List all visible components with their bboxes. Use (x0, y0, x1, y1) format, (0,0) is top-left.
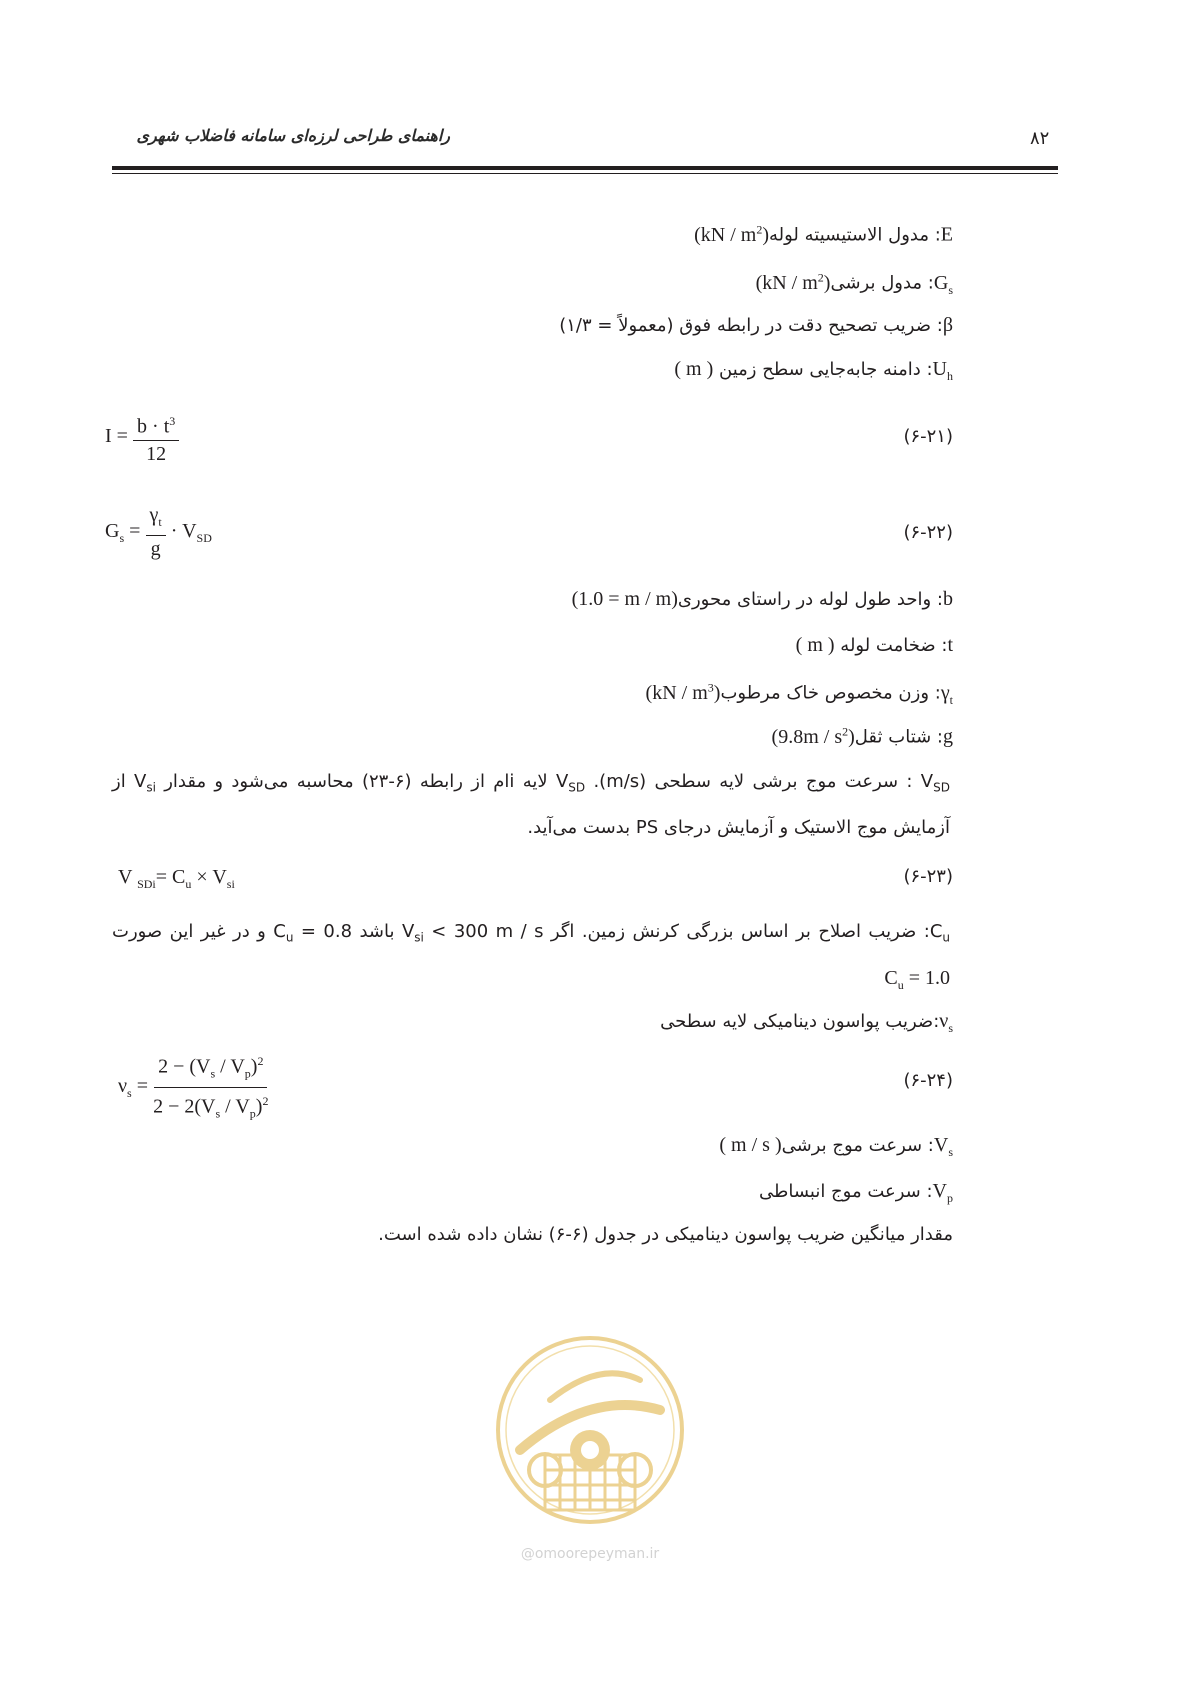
vsd-paragraph (112, 762, 950, 848)
def-vs: $V_s$: سرعت موج برشی( m / s ) (719, 1134, 953, 1159)
equation-22: $G_s$ = $\frac{\gamma_t}{g}$ · $V_{SD}$ (105, 504, 212, 560)
equation-21-fraction: $\frac{b \cdot t^3}{12}$ (133, 410, 179, 465)
def-e: E: مدول الاستیسیته لوله(kN / $m^2$) (694, 222, 953, 246)
running-header-title: راهنمای طراحی لرزه‌ای سامانه فاضلاب شهری (136, 126, 450, 145)
cu-paragraph-line2: $C_u = 1.0$ (884, 966, 950, 992)
equation-21-number: (۶-۲۱) (903, 426, 953, 447)
page-number: ۸۲ (1030, 128, 1050, 149)
def-b: b: واحد طول لوله در راستای محوری(1.0 = m / m) (571, 588, 953, 610)
cu-paragraph (112, 912, 950, 1005)
equation-24-number: (۶-۲۴) (903, 1070, 953, 1091)
watermark-logo (490, 1330, 690, 1600)
equation-23-number: (۶-۲۳) (903, 866, 953, 887)
def-nu-s: $\nu_s:ضریب$ پواسون دینامیکی لایه سطحی (660, 1010, 953, 1035)
equation-24-fraction: $\frac{2 - (V_s / V_p)^2}{2 - 2(V_s / V_p)^2}$ (153, 1050, 268, 1124)
equation-23: V $_{SDi}= C_u \times V_{si}$ (118, 866, 235, 891)
watermark-seal-icon (490, 1330, 690, 1530)
def-vp: $V_p$: سرعت موج انبساطی (759, 1180, 953, 1205)
def-t: t: ضخامت لوله ( m ) (795, 634, 953, 656)
equation-21: I = $\frac{b \cdot t^3}{12}$ (105, 410, 179, 465)
def-uh: $U_h$: دامنه جابه‌جایی سطح زمین ( m ) (674, 358, 953, 383)
vsd-paragraph-line2: آزمایش موج الاستیک و آزمایش درجای PS بدست می‌آید. (527, 816, 950, 838)
closing-sentence: مقدار میانگین ضریب پواسون دینامیکی در جدول (۶-۶) نشان داده شده است. (378, 1224, 953, 1245)
watermark-site: @omoorepeyman.ir (520, 1546, 660, 1562)
header-rule-thin (112, 173, 1058, 174)
def-beta: β: ضریب تصحیح دقت در رابطه فوق (معمولاً = ۱/۳) (559, 314, 953, 336)
equation-22-fraction: $\frac{\gamma_t}{g}$ (146, 504, 166, 560)
equation-22-number: (۶-۲۲) (903, 522, 953, 543)
def-gamma: $\gamma_t$: وزن مخصوص خاک مرطوب(kN / $m^3$) (645, 680, 953, 707)
header-rule-thick (112, 166, 1058, 170)
cu-paragraph-line1: $C_u$: ضریب اصلاح بر اساس بزرگی کرنش زمین. اگر $V_{si} < 300$ m / s باشد $C_u = 0.8$ و در غیر این صورت (112, 921, 951, 945)
equation-24: $\nu_s$ = $\frac{2 - (V_s / V_p)^2}{2 - 2(V_s / V_p)^2}$ (118, 1050, 268, 1124)
vsd-paragraph-line1: $V_{SD}$ : سرعت موج برشی لایه سطحی (m/s). $V_{SD}$ لایه iام از رابطه (۶-۲۳) محاسبه می‌شود و مقدار $V_{si}$ از (112, 771, 950, 795)
def-g: g: شتاب ثقل(9.8m / $s^2$) (771, 724, 953, 748)
def-gs: $G_s$: مدول برشی(kN / $m^2$) (755, 270, 953, 297)
